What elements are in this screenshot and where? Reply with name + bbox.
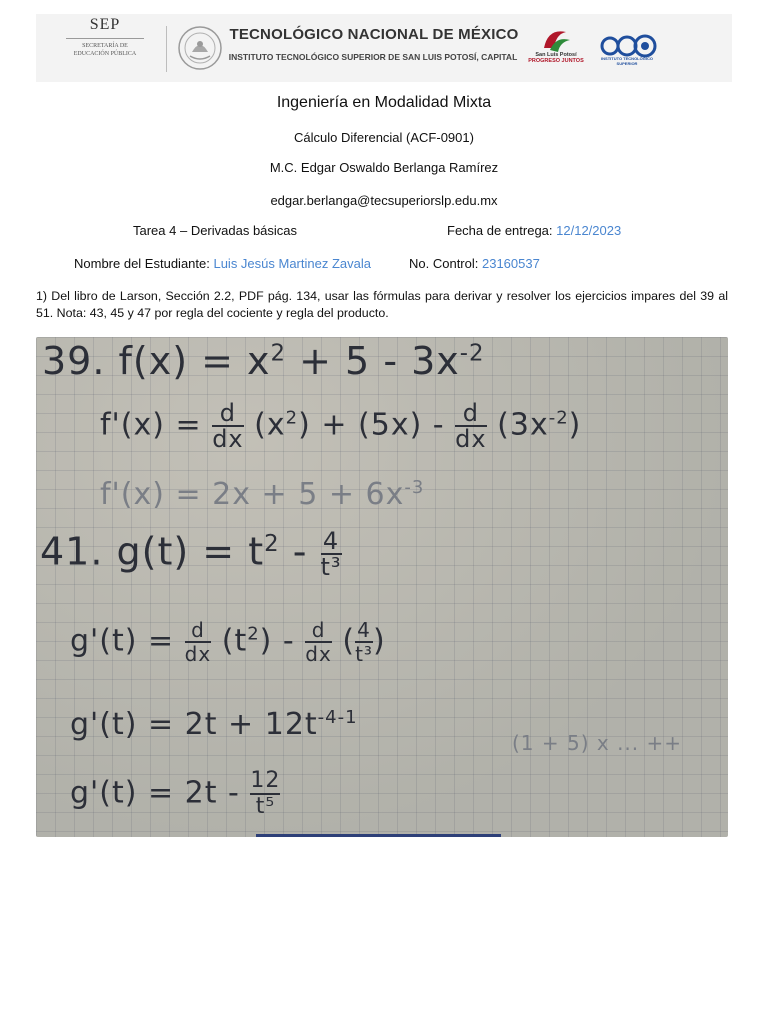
- handwritten-work-photo: [36, 337, 728, 837]
- student-row: [74, 256, 371, 271]
- control-row: [409, 256, 540, 271]
- photo-edge-strip: [256, 834, 501, 837]
- student-label: Nombre del Estudiante:: [74, 256, 214, 271]
- institution-title: TECNOLÓGICO NACIONAL DE MÉXICO: [229, 26, 519, 43]
- slp-logo-text: San Luis Potosí PROGRESO JUNTOS: [528, 52, 584, 64]
- hw-line-41: 41. $g(t) = t^2$ - $\frac{4}{\text{t³}}$: [40, 527, 342, 581]
- control-number: 23160537: [481, 256, 540, 271]
- professor-email[interactable]: edgar.berlanga@tecsuperiorslp.edu.mx: [270, 193, 498, 208]
- program-title: Ingeniería en Modalidad Mixta: [276, 94, 492, 111]
- header-banner: [36, 14, 732, 82]
- hw-line-39-step: f'(x) = $\frac{d}{dx}$ $(x^2) + (5x)$ - $\frac{d}{dx}$ $(3x^{-2})$: [100, 399, 582, 453]
- sep-logo-text: SEP: [89, 16, 121, 33]
- national-seal-icon: [176, 24, 224, 72]
- assignment-title: Tarea 4 – Derivadas básicas: [133, 223, 298, 238]
- itslp-logo-icon: [592, 22, 662, 74]
- institution-subtitle: INSTITUTO TECNOLÓGICO SUPERIOR DE SAN LUIS POTOSÍ, CAPITAL: [228, 52, 518, 62]
- hw-line-41-result: g'(t) = 2t - $\frac{12}{\text{t⁵}}$: [70, 768, 281, 819]
- hw-line-39-result: $f'(x) = 2x + 5 + 6x^{-3}$: [100, 477, 425, 512]
- control-label: No. Control:: [409, 256, 482, 271]
- hw-line-41-step: g'(t) = $\frac{d}{dx}$ $(t^2)$ - $\frac{d}{dx}$ ( $\frac{4}{\text{t³}}$ ): [70, 618, 386, 666]
- san-luis-potosi-logo-icon: [526, 22, 586, 74]
- due-date-row: [447, 223, 621, 238]
- hw-line-41-power: $g'(t) = 2t + 12t^{-4-1}$: [70, 707, 358, 742]
- instructions-paragraph: 1) Del libro de Larson, Sección 2.2, PDF pág. 134, usar las fórmulas para derivar y resolver los ejercicios impares del 39 al 51. Nota: 43, 45 y 47 por regla del cociente y regla del producto.: [36, 289, 728, 320]
- hw-faint-note: (1 + 5) x ... ++: [512, 731, 683, 755]
- due-date-value: 12/12/2023: [556, 223, 622, 238]
- sep-logo-rule: [66, 38, 144, 39]
- logo-divider: [166, 26, 167, 72]
- sep-logo-subtext: SECRETARÍA DE EDUCACIÓN PÚBLICA: [73, 43, 137, 57]
- due-date-label: Fecha de entrega:: [447, 223, 557, 238]
- itslp-logo-text: INSTITUTO TECNOLÓGICO SUPERIOR: [601, 56, 653, 66]
- course-name: Cálculo Diferencial (ACF-0901): [294, 130, 474, 145]
- student-name: Luis Jesús Martinez Zavala: [213, 256, 371, 271]
- professor-name: M.C. Edgar Oswaldo Berlanga Ramírez: [269, 160, 499, 175]
- hw-line-39: 39. $f(x) = x^2 + 5 - 3x^{-2}$: [42, 339, 485, 383]
